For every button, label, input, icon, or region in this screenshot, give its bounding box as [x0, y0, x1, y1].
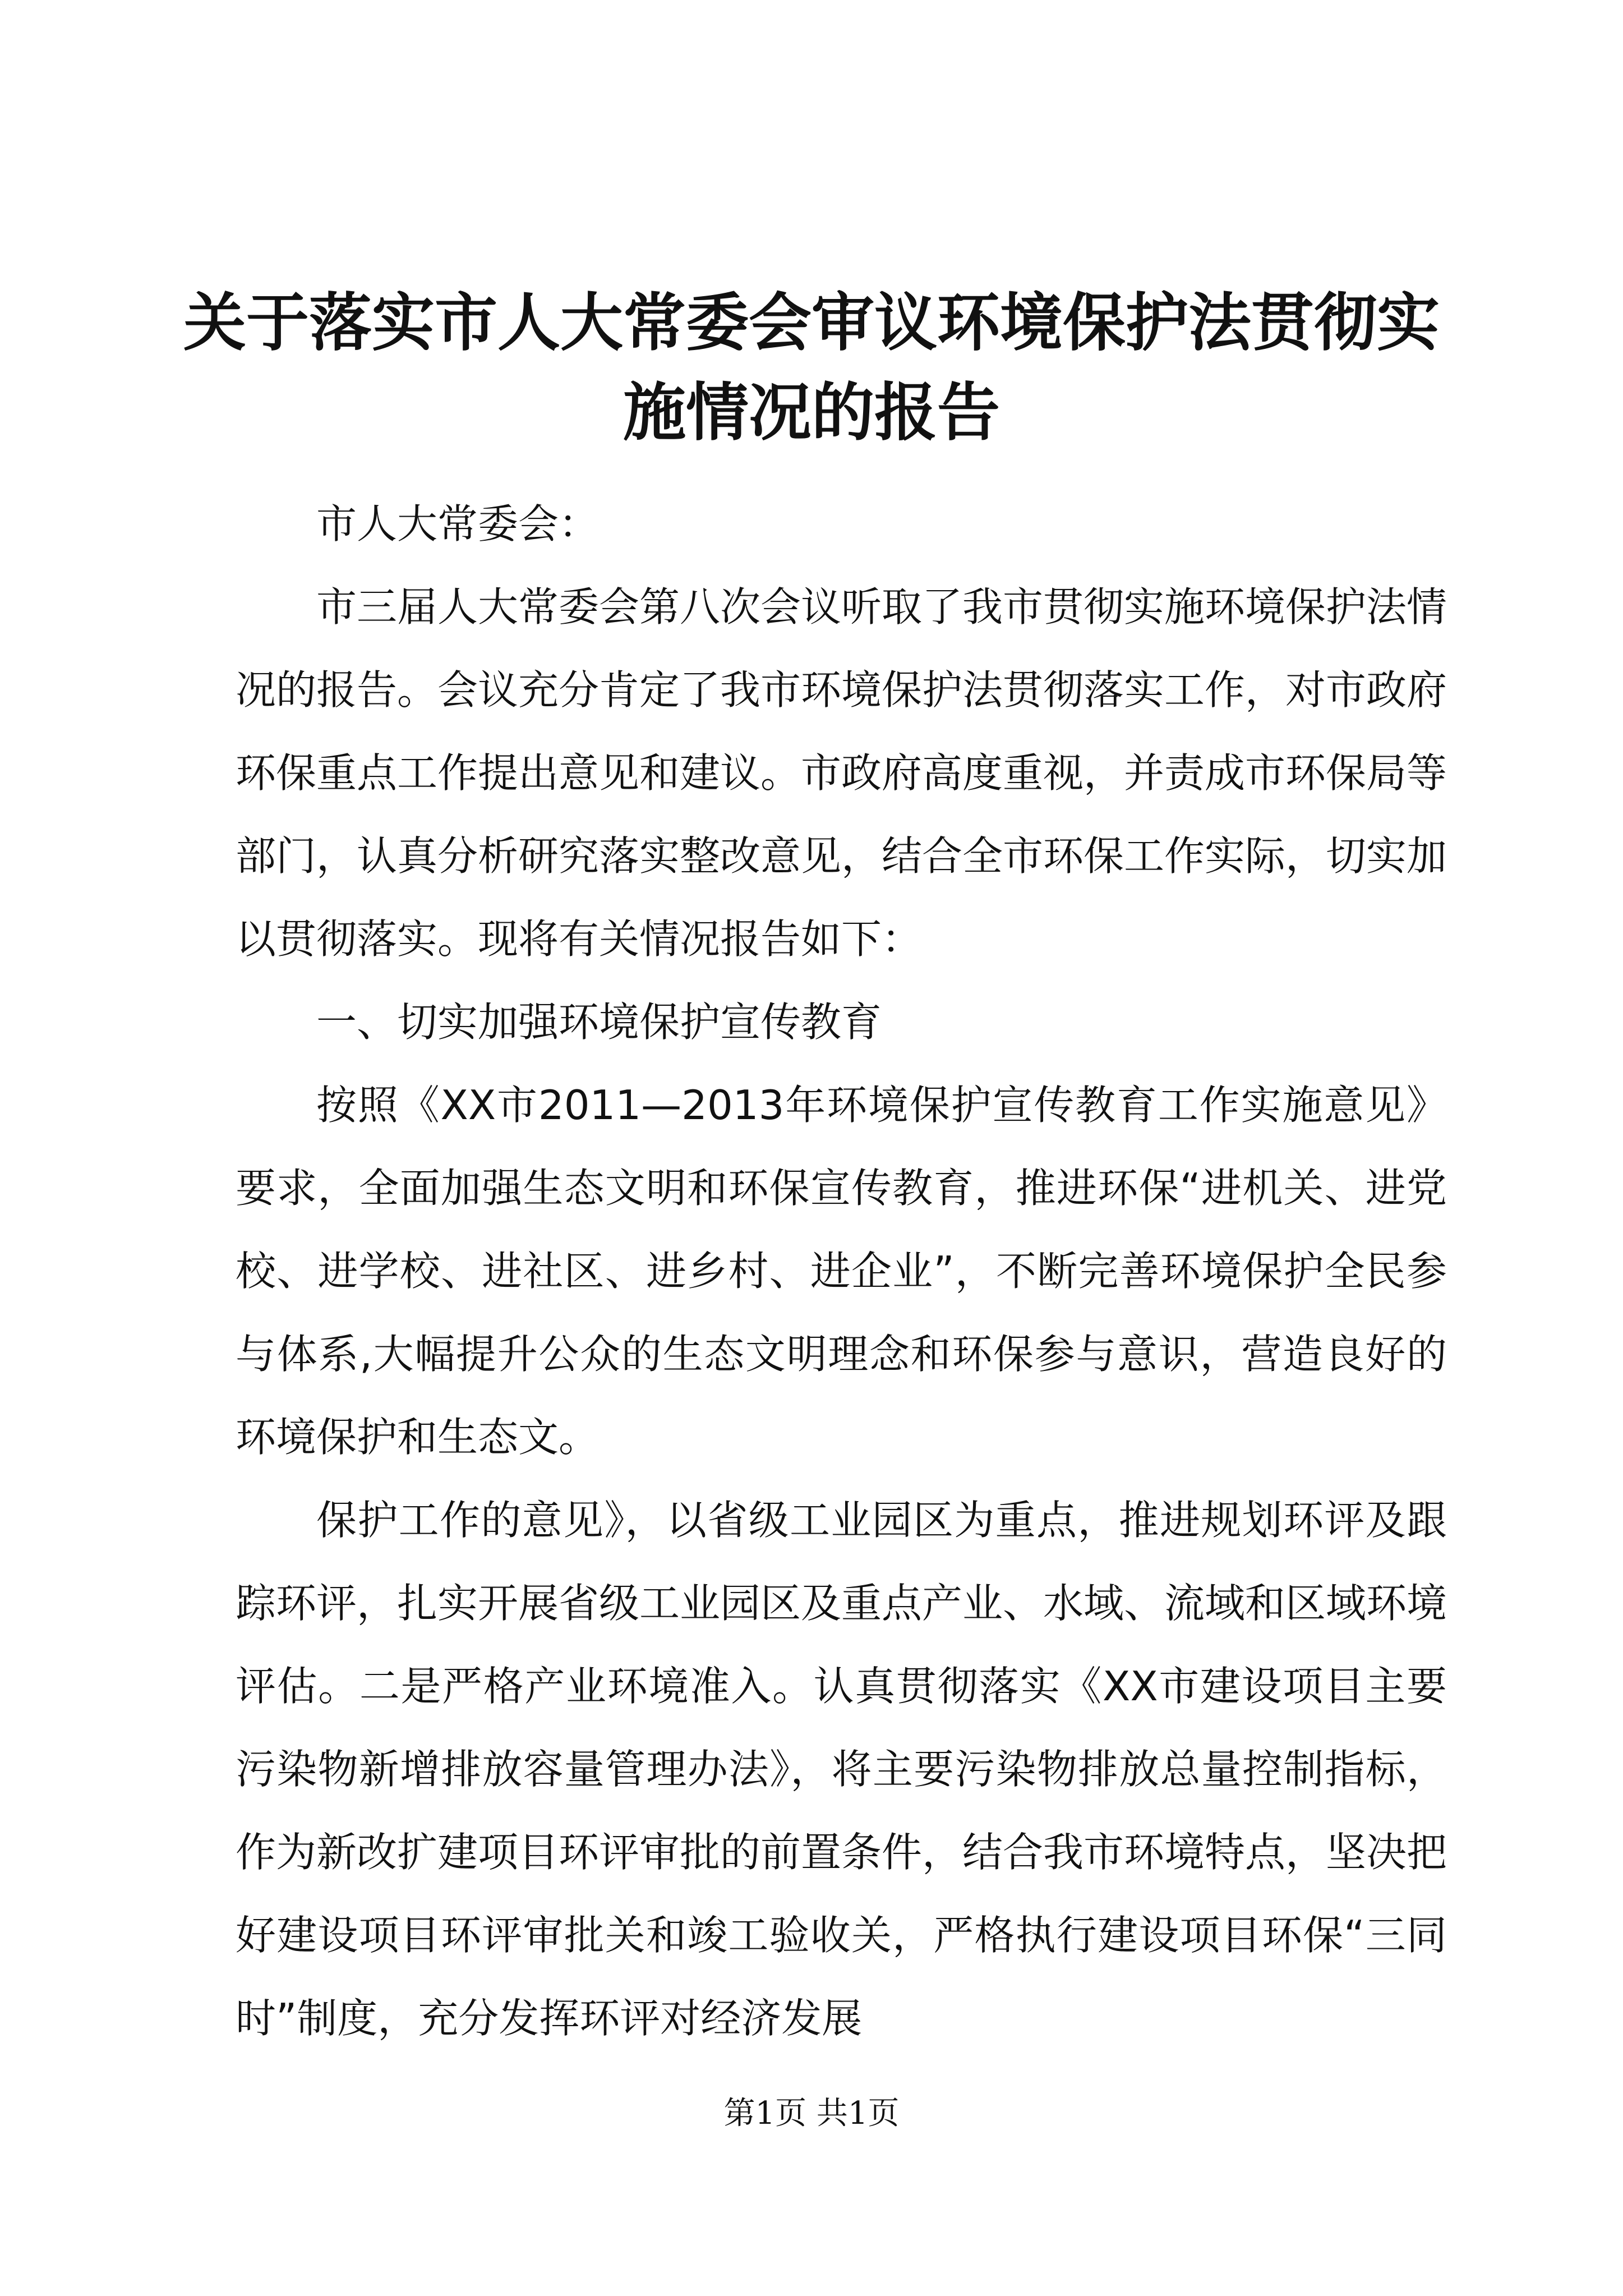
- paragraph-assessment: 保护工作的意见》，以省级工业园区为重点，推进规划环评及跟踪环评，扎实开展省级工业园区及重点产业、水域、流域和区域环境评估。二是严格产业环境准入。认真贯彻落实《XX市建设项目主要污染物新增排放容量管理办法》，将主要污染物排放总量控制指标，作为新改扩建项目环评审批的前置条件，结合我市环境特点，坚决把好建设项目环评审批关和竣工验收关，严格执行建设项目环保“三同时”制度，充分发挥环评对经济发展: [236, 1497, 1447, 2042]
- salutation: 市人大常委会：: [316, 500, 600, 547]
- paragraph-publicity: 按照《XX市2011—2013年环境保护宣传教育工作实施意见》要求，全面加强生态文明和环保宣传教育，推进环保“进机关、进党校、进学校、进社区、进乡村、进企业”，不断完善环境保护全民参与体系,大幅提升公众的生态文明理念和环保参与意识，营造良好的环境保护和生态文。: [236, 1082, 1447, 1461]
- section-heading-1: 一、切实加强环境保护宣传教育: [316, 999, 882, 1046]
- document-body: [236, 482, 1447, 2060]
- document-title-line-1: 关于落实市人大常委会审议环境保护法贯彻实: [183, 286, 1440, 360]
- page-number-footer: 第1页 共1页: [723, 2095, 900, 2132]
- paragraph-intro: 市三届人大常委会第八次会议听取了我市贯彻实施环境保护法情况的报告。会议充分肯定了我市环境保护法贯彻落实工作，对市政府环保重点工作提出意见和建议。市政府高度重视，并责成市环保局等部门，认真分析研究落实整改意见，结合全市环保工作实际，切实加以贯彻落实。现将有关情况报告如下：: [236, 583, 1447, 963]
- document-title-line-2: 施情况的报告: [623, 376, 1000, 449]
